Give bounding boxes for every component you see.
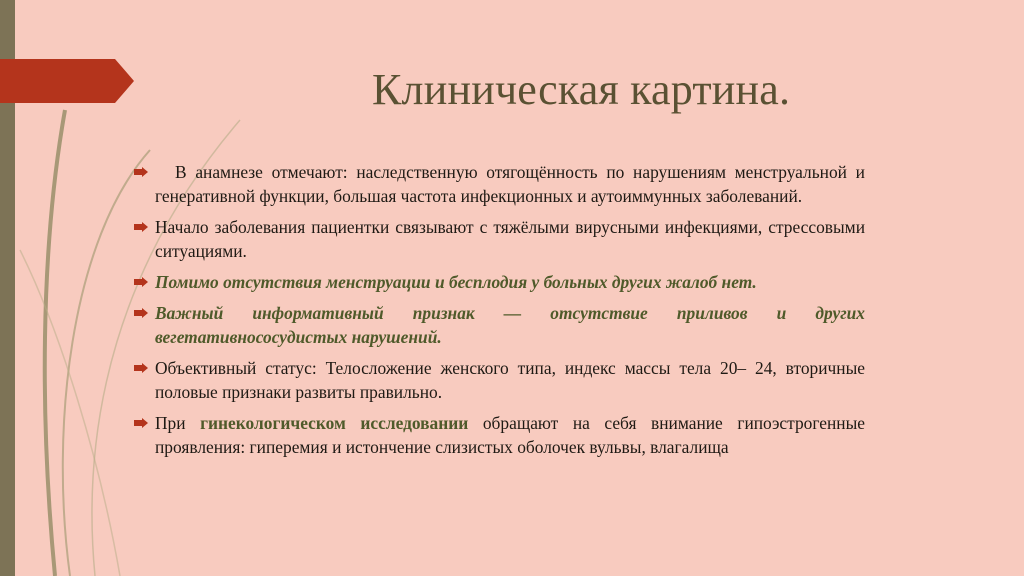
bullet-item-2 (132, 215, 865, 263)
bullet-item-1 (132, 160, 865, 208)
bullet-item-4 (132, 301, 865, 349)
bullet-text-4: Важный информативный признак — отсутствие приливов и других вегетативнососудистых нарушений. (155, 303, 865, 347)
arrow-bullet-icon (134, 418, 148, 428)
slide-title: Клиническая картина. (372, 65, 791, 114)
arrow-bullet-icon (134, 222, 148, 232)
bullet-text-6-post: обращают на себя внимание гипоэстрогенные проявления: гиперемия и истончение слизистых оболочек вульвы, влагалища (155, 413, 865, 457)
bullet-item-6 (132, 411, 865, 459)
bullet-text-6-pre: При (155, 413, 201, 433)
bullet-text-3: Помимо отсутствия менструации и бесплодия у больных других жалоб нет. (155, 272, 757, 292)
bullet-item-3 (132, 270, 865, 294)
title-flag-shape (0, 59, 134, 103)
bullet-item-5 (132, 356, 865, 404)
bullet-text-1: В анамнезе отмечают: наследственную отягощённость по нарушениям менструальной и генеративной функции, большая частота инфекционных и аутоиммунных заболеваний. (155, 162, 865, 206)
arrow-bullet-icon (134, 363, 148, 373)
arrow-bullet-icon (134, 308, 148, 318)
arrow-bullet-icon (134, 167, 148, 177)
bullet-list (132, 160, 865, 466)
bullet-text-6-highlight: гинекологическом исследовании (200, 413, 469, 433)
bullet-text-5: Объективный статус: Телосложение женского типа, индекс массы тела 20– 24, вторичные половые признаки развиты правильно. (155, 358, 865, 402)
bullet-text-2: Начало заболевания пациентки связывают с тяжёлыми вирусными инфекциями, стрессовыми ситуациями. (155, 217, 865, 261)
arrow-bullet-icon (134, 277, 148, 287)
